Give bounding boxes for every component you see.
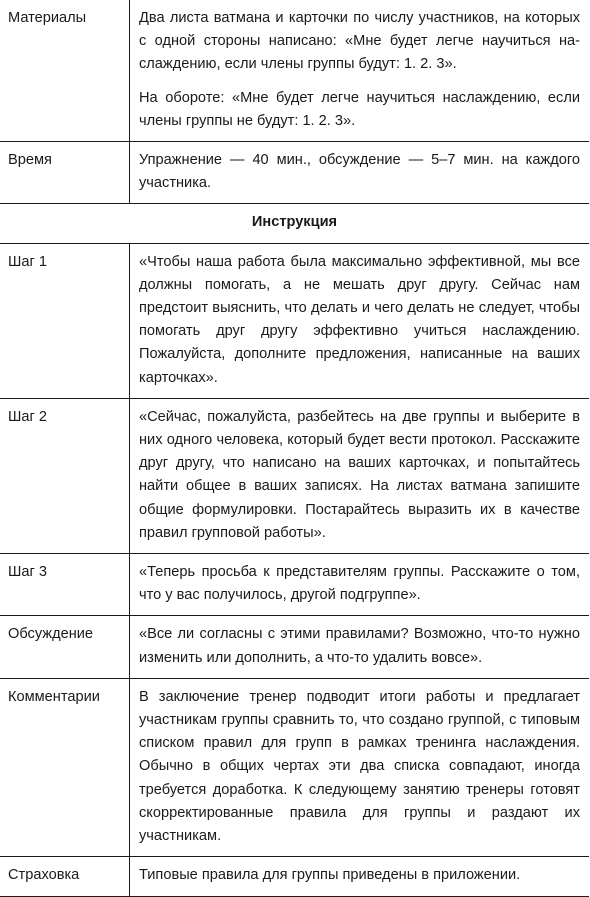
row-content-discussion: «Все ли согласны с этими правилами? Возможно, что-то нужно изменить или дополнить, а что-то удалить вовсе».	[130, 616, 590, 678]
row-label-discussion: Обсуждение	[0, 616, 130, 678]
instruction-heading: Инструкция	[0, 204, 589, 243]
row-label-time: Время	[0, 142, 130, 204]
table-row-step-1	[0, 243, 589, 398]
table-row-insurance	[0, 857, 589, 896]
materials-paragraph-2: На обороте: «Мне будет легче научиться наслаждению, если члены группы не будут: 1. 2. 3».	[139, 89, 580, 129]
table-row-discussion	[0, 616, 589, 678]
table-row-materials	[0, 0, 589, 142]
row-content-time: Упражнение — 40 мин., обсуждение — 5–7 мин. на каждого участника.	[130, 142, 590, 204]
row-label-insurance: Страховка	[0, 857, 130, 896]
row-content-comments: В заключение тренер подводит итоги работы и предлагает участникам группы сравнить то, что создано группой, с типовым списком правил для групп в рамках тренинга наслаждения. Обычно в общих чертах эти два списка совпадают, иногда требуется доработка. К следующему занятию тренеры готовят скорректированные правила для группы и раздают их участникам.	[130, 678, 590, 856]
table-row-step-2	[0, 398, 589, 553]
table-row-step-3	[0, 554, 589, 616]
table-row-instruction-heading	[0, 204, 589, 243]
row-label-comments: Комментарии	[0, 678, 130, 856]
row-content-step-3: «Теперь просьба к представителям группы. Расскажите о том, что у вас получилось, другой подгруппе».	[130, 554, 590, 616]
row-content-insurance: Типовые правила для группы приведены в приложении.	[130, 857, 590, 896]
table-row-comments	[0, 678, 589, 856]
row-content-step-2: «Сейчас, пожалуйста, разбейтесь на две группы и выберите в них одного человека, который будет вести протокол. Расскажите друг другу, что написано на ваших карточках, и попытайтесь найти общее в ваших записях. На листах ватмана запишите общие формулировки. Постарайтесь выразить их в качестве правил групповой работы».	[130, 398, 590, 553]
row-label-step-1: Шаг 1	[0, 243, 130, 398]
row-content-materials	[130, 0, 590, 142]
row-content-step-1: «Чтобы наша работа была максимально эффективной, мы все должны помогать, а не мешать друг другу. Сейчас нам предстоит выяснить, что делать и чего делать не следует, чтобы помогать друг другу эффективно учиться наслаждению. Пожалуйста, дополните предложения, написанные на ваших карточках».	[130, 243, 590, 398]
materials-paragraph-1: Два листа ватмана и карточки по числу участников, на которых с одной стороны написано: «Мне будет легче научиться наслаждению, если члены группы будут: 1. 2. 3».	[139, 10, 580, 73]
row-label-materials: Материалы	[0, 0, 130, 142]
row-label-step-2: Шаг 2	[0, 398, 130, 553]
row-label-step-3: Шаг 3	[0, 554, 130, 616]
table-row-time	[0, 142, 589, 204]
